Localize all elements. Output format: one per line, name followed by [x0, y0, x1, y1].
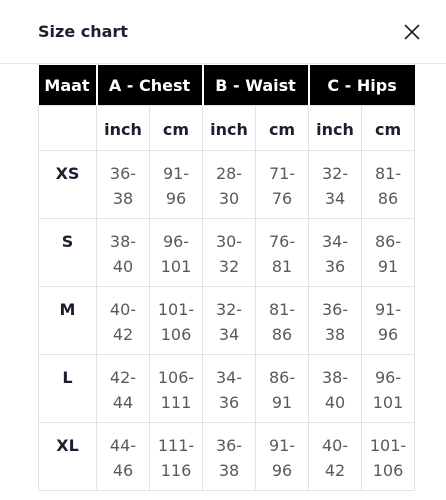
cell-value: 106- 111	[157, 368, 195, 412]
cell-value: 36- 38	[215, 436, 243, 480]
unit-chest-cm: cm	[150, 106, 203, 151]
cell-hips-cm	[362, 423, 415, 491]
size-table	[38, 65, 415, 491]
cell-value: 38- 40	[109, 232, 137, 276]
cell-size-label	[39, 287, 97, 355]
unit-hips-inch: inch	[309, 106, 362, 151]
modal-title: Size chart	[38, 22, 128, 41]
cell-value: 44- 46	[109, 436, 137, 480]
cell-value: 101- 106	[157, 300, 195, 344]
table-row	[39, 355, 415, 423]
header-waist: B - Waist	[203, 65, 309, 106]
cell-value: 32- 34	[215, 300, 243, 344]
cell-value: 30- 32	[215, 232, 243, 276]
cell-value: M	[59, 300, 76, 319]
cell-hips-cm	[362, 355, 415, 423]
cell-waist-inch	[203, 219, 256, 287]
cell-value: L	[62, 368, 73, 387]
unit-row	[39, 106, 415, 151]
cell-chest-inch	[97, 151, 150, 219]
cell-chest-cm	[150, 219, 203, 287]
cell-hips-inch	[309, 423, 362, 491]
cell-value: XL	[56, 436, 79, 455]
cell-value: 96- 101	[160, 232, 192, 276]
cell-waist-inch	[203, 151, 256, 219]
cell-hips-inch	[309, 151, 362, 219]
group-header-row	[39, 65, 415, 106]
cell-size-label	[39, 423, 97, 491]
cell-waist-cm	[256, 287, 309, 355]
table-row	[39, 287, 415, 355]
cell-value: 111- 116	[157, 436, 195, 480]
cell-chest-inch	[97, 219, 150, 287]
unit-hips-cm: cm	[362, 106, 415, 151]
cell-value: 91- 96	[374, 300, 402, 344]
cell-waist-cm	[256, 219, 309, 287]
cell-value: 34- 36	[321, 232, 349, 276]
header-chest: A - Chest	[97, 65, 203, 106]
unit-chest-inch: inch	[97, 106, 150, 151]
cell-value: 86- 91	[268, 368, 296, 412]
cell-chest-cm	[150, 287, 203, 355]
header-hips: C - Hips	[309, 65, 415, 106]
cell-chest-cm	[150, 151, 203, 219]
unit-cell-empty	[39, 106, 97, 151]
cell-chest-inch	[97, 287, 150, 355]
cell-value: 40- 42	[109, 300, 137, 344]
cell-value: 91- 96	[268, 436, 296, 480]
cell-value: 71- 76	[268, 164, 296, 208]
cell-value: 36- 38	[109, 164, 137, 208]
cell-waist-inch	[203, 355, 256, 423]
cell-value: 42- 44	[109, 368, 137, 412]
cell-value: 91- 96	[162, 164, 190, 208]
cell-size-label	[39, 219, 97, 287]
unit-waist-cm: cm	[256, 106, 309, 151]
size-table-container[interactable]	[38, 65, 413, 491]
header-maat: Maat	[39, 65, 97, 106]
cell-chest-cm	[150, 423, 203, 491]
cell-waist-cm	[256, 355, 309, 423]
cell-value: 76- 81	[268, 232, 296, 276]
cell-chest-inch	[97, 355, 150, 423]
cell-hips-inch	[309, 219, 362, 287]
cell-hips-inch	[309, 287, 362, 355]
cell-hips-cm	[362, 219, 415, 287]
cell-waist-cm	[256, 151, 309, 219]
cell-waist-cm	[256, 423, 309, 491]
cell-size-label	[39, 151, 97, 219]
cell-hips-cm	[362, 151, 415, 219]
cell-value: 86- 91	[374, 232, 402, 276]
cell-value: 81- 86	[268, 300, 296, 344]
cell-value: 36- 38	[321, 300, 349, 344]
cell-value: 38- 40	[321, 368, 349, 412]
modal-header	[0, 0, 446, 64]
cell-waist-inch	[203, 423, 256, 491]
cell-value: 101- 106	[369, 436, 407, 480]
cell-value: 34- 36	[215, 368, 243, 412]
cell-value: 96- 101	[372, 368, 404, 412]
cell-waist-inch	[203, 287, 256, 355]
table-row	[39, 219, 415, 287]
cell-chest-inch	[97, 423, 150, 491]
cell-hips-inch	[309, 355, 362, 423]
table-row	[39, 423, 415, 491]
cell-hips-cm	[362, 287, 415, 355]
cell-size-label	[39, 355, 97, 423]
close-button[interactable]	[398, 18, 426, 46]
unit-waist-inch: inch	[203, 106, 256, 151]
cell-value: XS	[55, 164, 80, 183]
cell-chest-cm	[150, 355, 203, 423]
cell-value: 28- 30	[215, 164, 243, 208]
table-row	[39, 151, 415, 219]
cell-value: S	[61, 232, 74, 251]
cell-value: 81- 86	[374, 164, 402, 208]
close-icon	[404, 24, 420, 40]
cell-value: 40- 42	[321, 436, 349, 480]
cell-value: 32- 34	[321, 164, 349, 208]
